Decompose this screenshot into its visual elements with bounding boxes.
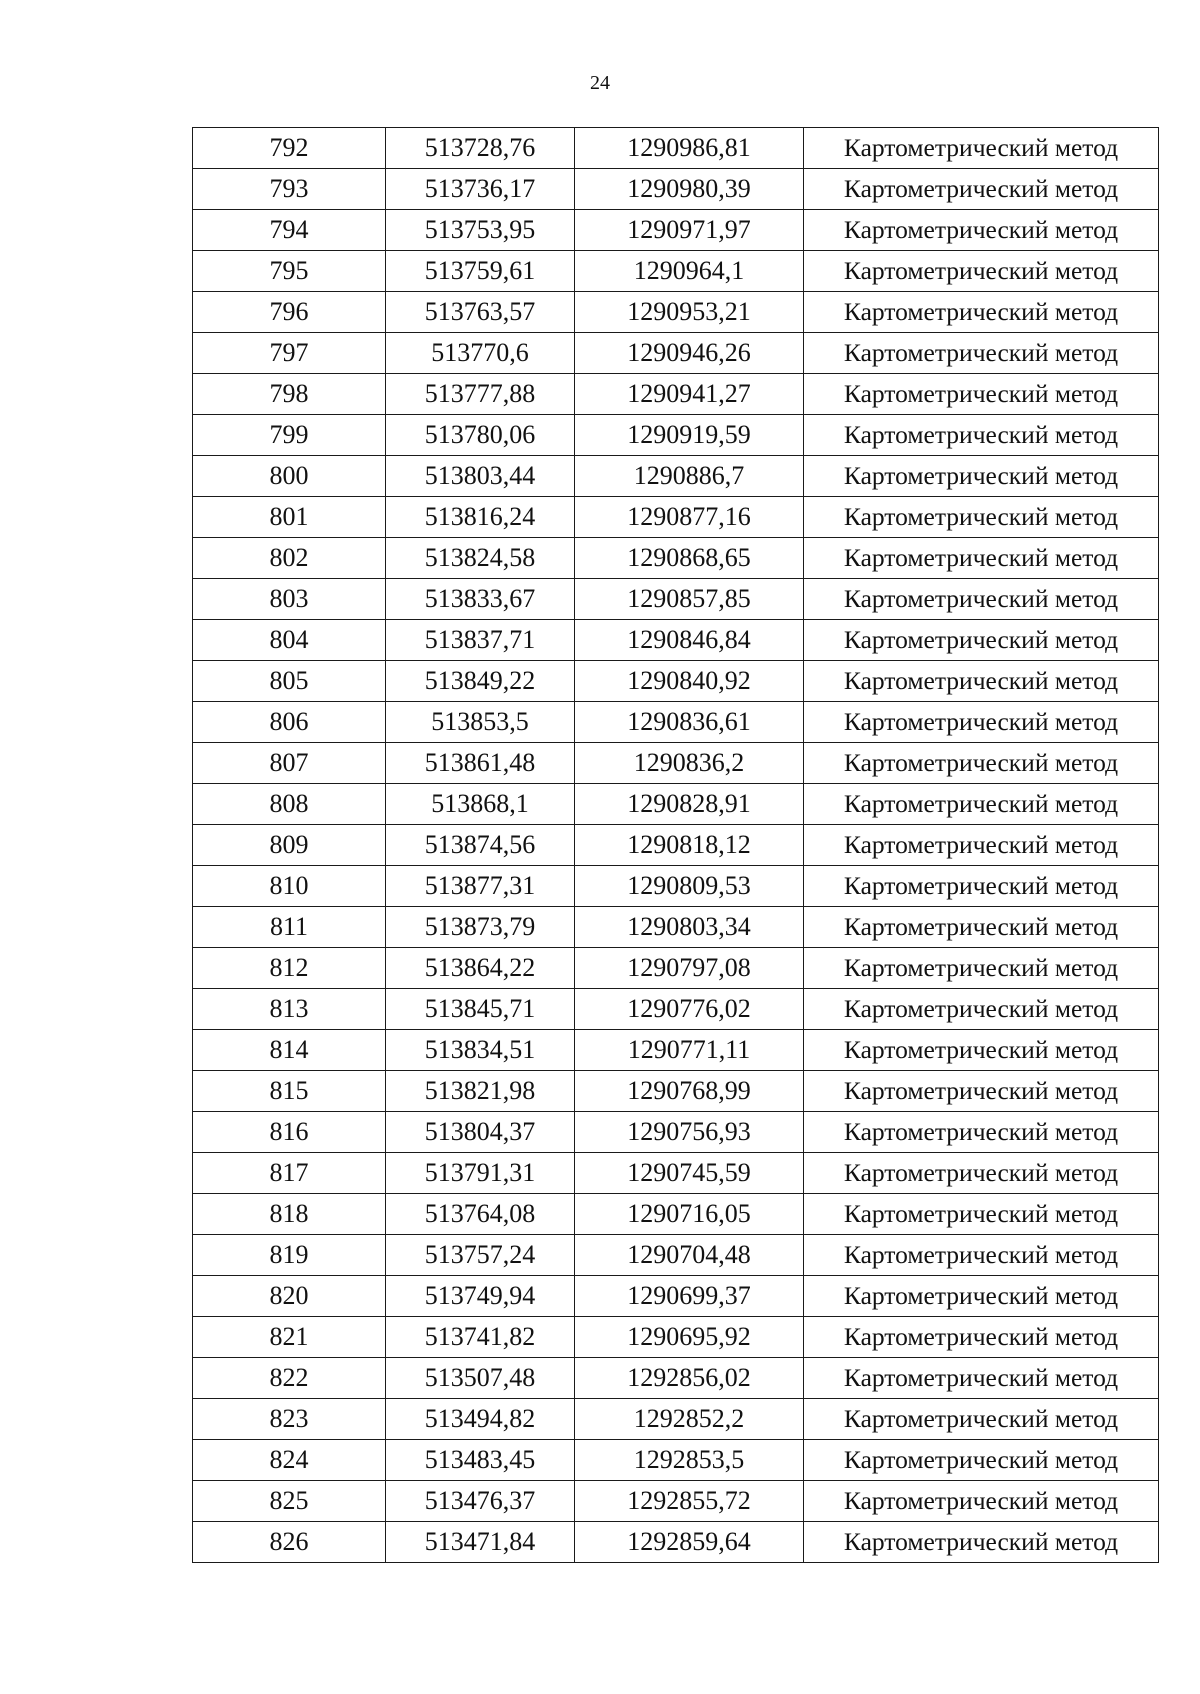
point-number-cell: 818 [193, 1194, 386, 1235]
method-cell: Картометрический метод [804, 251, 1159, 292]
point-number-cell: 796 [193, 292, 386, 333]
x-coordinate-cell: 513777,88 [386, 374, 575, 415]
x-coordinate-cell: 513824,58 [386, 538, 575, 579]
point-number-cell: 822 [193, 1358, 386, 1399]
x-coordinate-cell: 513749,94 [386, 1276, 575, 1317]
point-number-cell: 805 [193, 661, 386, 702]
y-coordinate-cell: 1290846,84 [575, 620, 804, 661]
y-coordinate-cell: 1290964,1 [575, 251, 804, 292]
y-coordinate-cell: 1290768,99 [575, 1071, 804, 1112]
table-row [193, 456, 1159, 497]
y-coordinate-cell: 1290886,7 [575, 456, 804, 497]
method-cell: Картометрический метод [804, 620, 1159, 661]
table-row [193, 333, 1159, 374]
x-coordinate-cell: 513770,6 [386, 333, 575, 374]
table-row [193, 292, 1159, 333]
y-coordinate-cell: 1290946,26 [575, 333, 804, 374]
y-coordinate-cell: 1290980,39 [575, 169, 804, 210]
point-number-cell: 817 [193, 1153, 386, 1194]
table-row [193, 866, 1159, 907]
x-coordinate-cell: 513780,06 [386, 415, 575, 456]
table-row [193, 620, 1159, 661]
method-cell: Картометрический метод [804, 169, 1159, 210]
y-coordinate-cell: 1290695,92 [575, 1317, 804, 1358]
table-row [193, 1276, 1159, 1317]
method-cell: Картометрический метод [804, 948, 1159, 989]
point-number-cell: 792 [193, 128, 386, 169]
method-cell: Картометрический метод [804, 579, 1159, 620]
table-row [193, 989, 1159, 1030]
table-row [193, 497, 1159, 538]
x-coordinate-cell: 513494,82 [386, 1399, 575, 1440]
point-number-cell: 808 [193, 784, 386, 825]
table-row [193, 1071, 1159, 1112]
method-cell: Картометрический метод [804, 456, 1159, 497]
x-coordinate-cell: 513821,98 [386, 1071, 575, 1112]
y-coordinate-cell: 1290857,85 [575, 579, 804, 620]
point-number-cell: 821 [193, 1317, 386, 1358]
method-cell: Картометрический метод [804, 825, 1159, 866]
point-number-cell: 804 [193, 620, 386, 661]
y-coordinate-cell: 1290828,91 [575, 784, 804, 825]
x-coordinate-cell: 513736,17 [386, 169, 575, 210]
table-row [193, 907, 1159, 948]
point-number-cell: 809 [193, 825, 386, 866]
method-cell: Картометрический метод [804, 1235, 1159, 1276]
table-row [193, 1194, 1159, 1235]
x-coordinate-cell: 513849,22 [386, 661, 575, 702]
method-cell: Картометрический метод [804, 333, 1159, 374]
point-number-cell: 812 [193, 948, 386, 989]
table-row [193, 1317, 1159, 1358]
table-row [193, 128, 1159, 169]
point-number-cell: 819 [193, 1235, 386, 1276]
point-number-cell: 823 [193, 1399, 386, 1440]
method-cell: Картометрический метод [804, 374, 1159, 415]
x-coordinate-cell: 513753,95 [386, 210, 575, 251]
table-row [193, 743, 1159, 784]
x-coordinate-cell: 513483,45 [386, 1440, 575, 1481]
y-coordinate-cell: 1290756,93 [575, 1112, 804, 1153]
table-row [193, 825, 1159, 866]
x-coordinate-cell: 513834,51 [386, 1030, 575, 1071]
method-cell: Картометрический метод [804, 1112, 1159, 1153]
point-number-cell: 810 [193, 866, 386, 907]
table-row [193, 1399, 1159, 1440]
point-number-cell: 797 [193, 333, 386, 374]
point-number-cell: 802 [193, 538, 386, 579]
y-coordinate-cell: 1290771,11 [575, 1030, 804, 1071]
x-coordinate-cell: 513873,79 [386, 907, 575, 948]
x-coordinate-cell: 513837,71 [386, 620, 575, 661]
table-row [193, 251, 1159, 292]
table-row [193, 1358, 1159, 1399]
method-cell: Картометрический метод [804, 1358, 1159, 1399]
coordinates-table [192, 127, 1159, 1563]
x-coordinate-cell: 513864,22 [386, 948, 575, 989]
x-coordinate-cell: 513759,61 [386, 251, 575, 292]
method-cell: Картометрический метод [804, 1153, 1159, 1194]
y-coordinate-cell: 1292855,72 [575, 1481, 804, 1522]
point-number-cell: 799 [193, 415, 386, 456]
x-coordinate-cell: 513877,31 [386, 866, 575, 907]
y-coordinate-cell: 1292859,64 [575, 1522, 804, 1563]
x-coordinate-cell: 513803,44 [386, 456, 575, 497]
y-coordinate-cell: 1290716,05 [575, 1194, 804, 1235]
y-coordinate-cell: 1290941,27 [575, 374, 804, 415]
method-cell: Картометрический метод [804, 743, 1159, 784]
y-coordinate-cell: 1292853,5 [575, 1440, 804, 1481]
y-coordinate-cell: 1290809,53 [575, 866, 804, 907]
point-number-cell: 813 [193, 989, 386, 1030]
point-number-cell: 826 [193, 1522, 386, 1563]
method-cell: Картометрический метод [804, 538, 1159, 579]
method-cell: Картометрический метод [804, 1030, 1159, 1071]
x-coordinate-cell: 513741,82 [386, 1317, 575, 1358]
table-row [193, 1481, 1159, 1522]
method-cell: Картометрический метод [804, 1481, 1159, 1522]
method-cell: Картометрический метод [804, 128, 1159, 169]
point-number-cell: 820 [193, 1276, 386, 1317]
method-cell: Картометрический метод [804, 702, 1159, 743]
method-cell: Картометрический метод [804, 661, 1159, 702]
y-coordinate-cell: 1290818,12 [575, 825, 804, 866]
x-coordinate-cell: 513874,56 [386, 825, 575, 866]
x-coordinate-cell: 513507,48 [386, 1358, 575, 1399]
table-row [193, 210, 1159, 251]
table-row [193, 1153, 1159, 1194]
point-number-cell: 825 [193, 1481, 386, 1522]
x-coordinate-cell: 513728,76 [386, 128, 575, 169]
point-number-cell: 798 [193, 374, 386, 415]
method-cell: Картометрический метод [804, 292, 1159, 333]
point-number-cell: 807 [193, 743, 386, 784]
y-coordinate-cell: 1290840,92 [575, 661, 804, 702]
y-coordinate-cell: 1290953,21 [575, 292, 804, 333]
y-coordinate-cell: 1290745,59 [575, 1153, 804, 1194]
x-coordinate-cell: 513804,37 [386, 1112, 575, 1153]
y-coordinate-cell: 1292852,2 [575, 1399, 804, 1440]
point-number-cell: 815 [193, 1071, 386, 1112]
y-coordinate-cell: 1290803,34 [575, 907, 804, 948]
point-number-cell: 795 [193, 251, 386, 292]
y-coordinate-cell: 1290836,2 [575, 743, 804, 784]
point-number-cell: 816 [193, 1112, 386, 1153]
method-cell: Картометрический метод [804, 866, 1159, 907]
method-cell: Картометрический метод [804, 497, 1159, 538]
method-cell: Картометрический метод [804, 1440, 1159, 1481]
point-number-cell: 811 [193, 907, 386, 948]
method-cell: Картометрический метод [804, 989, 1159, 1030]
table-row [193, 169, 1159, 210]
method-cell: Картометрический метод [804, 1071, 1159, 1112]
coordinates-table-body [193, 128, 1159, 1563]
table-row [193, 415, 1159, 456]
table-row [193, 374, 1159, 415]
table-row [193, 702, 1159, 743]
point-number-cell: 803 [193, 579, 386, 620]
table-row [193, 784, 1159, 825]
method-cell: Картометрический метод [804, 1399, 1159, 1440]
method-cell: Картометрический метод [804, 415, 1159, 456]
y-coordinate-cell: 1290704,48 [575, 1235, 804, 1276]
x-coordinate-cell: 513757,24 [386, 1235, 575, 1276]
method-cell: Картометрический метод [804, 1276, 1159, 1317]
x-coordinate-cell: 513853,5 [386, 702, 575, 743]
table-row [193, 1522, 1159, 1563]
x-coordinate-cell: 513816,24 [386, 497, 575, 538]
table-row [193, 661, 1159, 702]
y-coordinate-cell: 1290971,97 [575, 210, 804, 251]
point-number-cell: 793 [193, 169, 386, 210]
y-coordinate-cell: 1290919,59 [575, 415, 804, 456]
table-row [193, 579, 1159, 620]
point-number-cell: 814 [193, 1030, 386, 1071]
y-coordinate-cell: 1290797,08 [575, 948, 804, 989]
method-cell: Картометрический метод [804, 907, 1159, 948]
x-coordinate-cell: 513845,71 [386, 989, 575, 1030]
table-row [193, 1440, 1159, 1481]
table-row [193, 1030, 1159, 1071]
method-cell: Картометрический метод [804, 210, 1159, 251]
table-row [193, 948, 1159, 989]
y-coordinate-cell: 1290986,81 [575, 128, 804, 169]
point-number-cell: 800 [193, 456, 386, 497]
method-cell: Картометрический метод [804, 1317, 1159, 1358]
table-row [193, 1235, 1159, 1276]
x-coordinate-cell: 513833,67 [386, 579, 575, 620]
x-coordinate-cell: 513763,57 [386, 292, 575, 333]
page-number: 24 [590, 72, 610, 94]
x-coordinate-cell: 513861,48 [386, 743, 575, 784]
point-number-cell: 794 [193, 210, 386, 251]
method-cell: Картометрический метод [804, 1522, 1159, 1563]
table-row [193, 1112, 1159, 1153]
method-cell: Картометрический метод [804, 1194, 1159, 1235]
point-number-cell: 801 [193, 497, 386, 538]
y-coordinate-cell: 1290868,65 [575, 538, 804, 579]
x-coordinate-cell: 513764,08 [386, 1194, 575, 1235]
y-coordinate-cell: 1292856,02 [575, 1358, 804, 1399]
table-row [193, 538, 1159, 579]
x-coordinate-cell: 513791,31 [386, 1153, 575, 1194]
point-number-cell: 806 [193, 702, 386, 743]
y-coordinate-cell: 1290776,02 [575, 989, 804, 1030]
x-coordinate-cell: 513476,37 [386, 1481, 575, 1522]
y-coordinate-cell: 1290877,16 [575, 497, 804, 538]
y-coordinate-cell: 1290699,37 [575, 1276, 804, 1317]
point-number-cell: 824 [193, 1440, 386, 1481]
method-cell: Картометрический метод [804, 784, 1159, 825]
y-coordinate-cell: 1290836,61 [575, 702, 804, 743]
x-coordinate-cell: 513471,84 [386, 1522, 575, 1563]
x-coordinate-cell: 513868,1 [386, 784, 575, 825]
